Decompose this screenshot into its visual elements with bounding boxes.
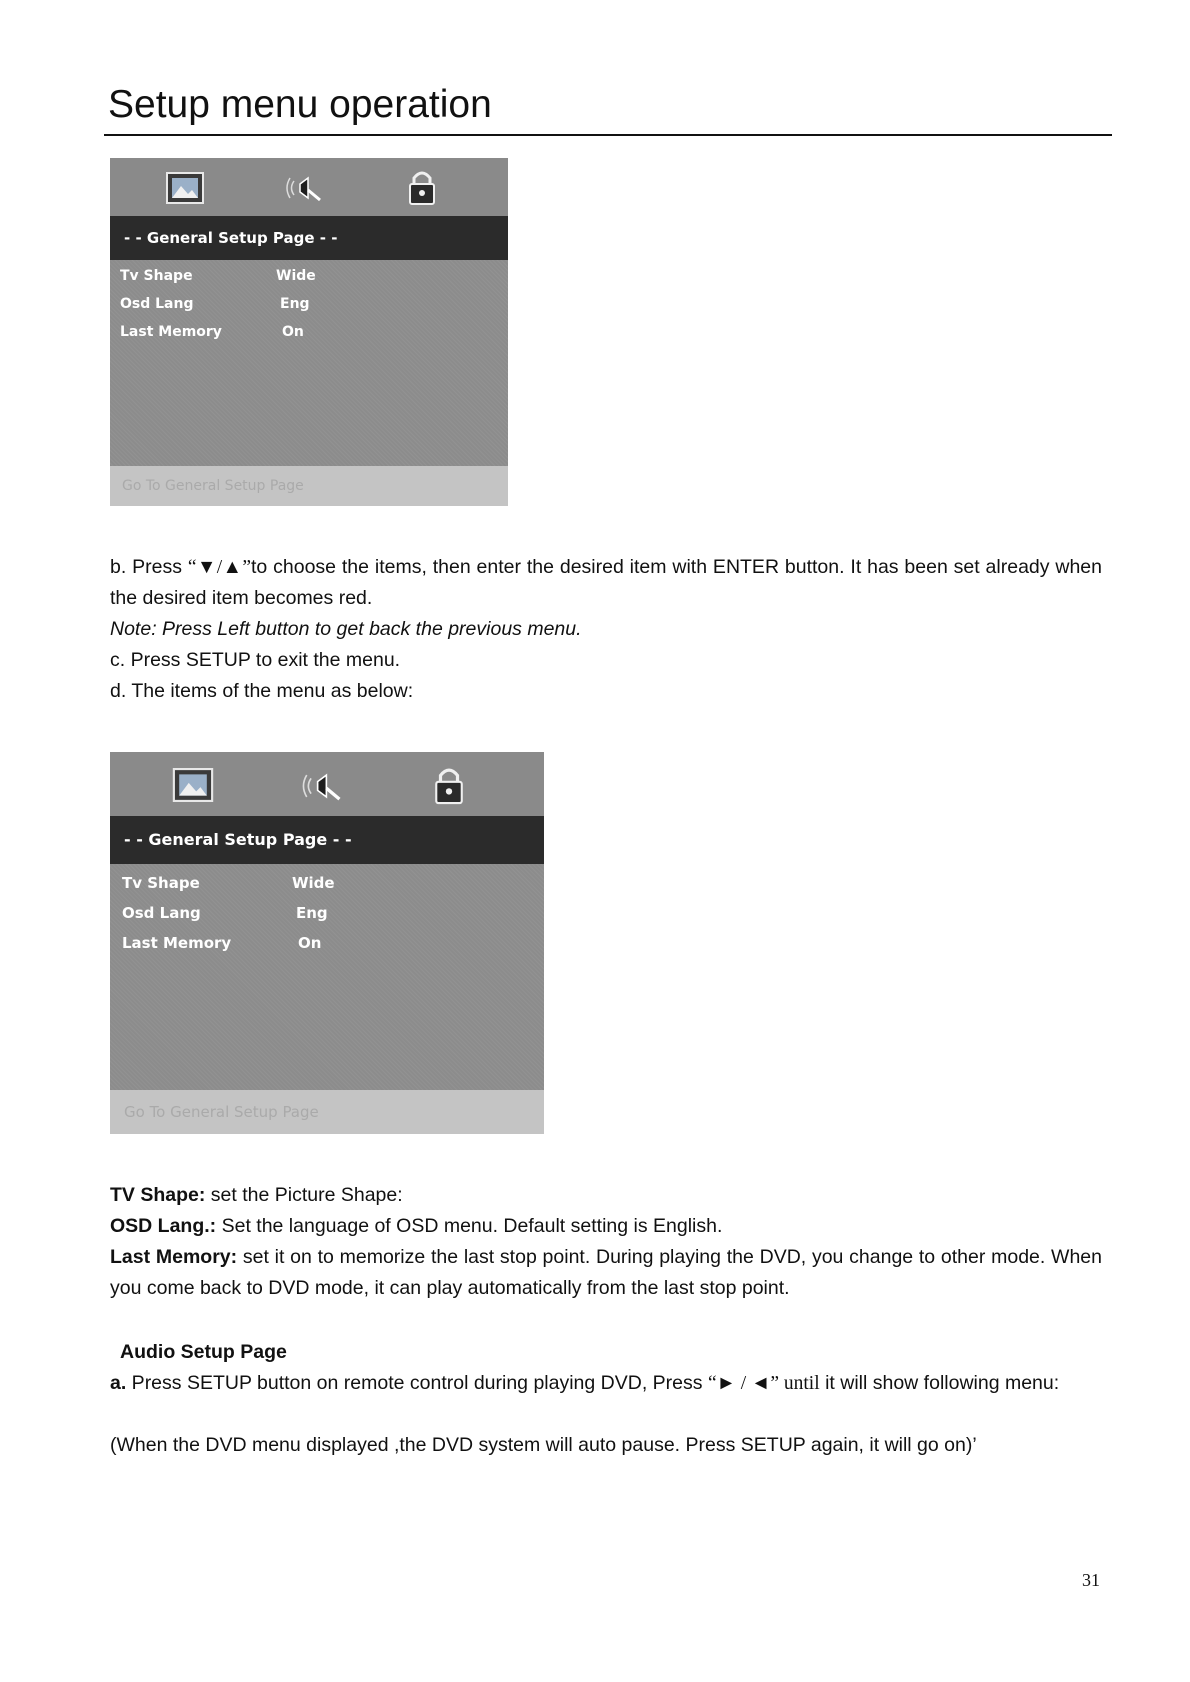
lock-icon — [432, 764, 466, 806]
note-left-button: Note: Press Left button to get back the previous menu. — [110, 618, 582, 640]
instruction-c: c. Press SETUP to exit the menu. — [110, 649, 401, 671]
definition-text: set it on to memorize the last stop point. During playing the DVD, you change to other mode. When you come back to DVD mode, it can play automatically from the last stop point. — [110, 1246, 1102, 1299]
osd-footer: Go To General Setup Page — [110, 466, 508, 506]
osd-row-label-tv-shape: Tv Shape — [122, 874, 200, 892]
osd-row-label-osd-lang: Osd Lang — [120, 296, 194, 312]
osd-row-value-last-memory: On — [298, 934, 322, 952]
picture-icon — [166, 172, 204, 204]
osd-row-label-tv-shape: Tv Shape — [120, 268, 193, 284]
instruction-a-label: a. — [110, 1372, 127, 1394]
osd-row-value-last-memory: On — [282, 324, 304, 340]
osd-footer: Go To General Setup Page — [110, 1090, 544, 1134]
section-heading-audio-setup: Audio Setup Page — [120, 1341, 287, 1363]
instruction-d: d. The items of the menu as below: — [110, 680, 414, 702]
instruction-b-text: to choose the items, then enter the desired item with ENTER button. It has been set already when the desired item becomes red. — [110, 556, 1102, 609]
instruction-a-text-2: it will show following menu: — [819, 1372, 1060, 1394]
osd-row-value-tv-shape: Wide — [292, 874, 335, 892]
definition-last-memory — [110, 1242, 1102, 1304]
page-number: 31 — [1082, 1570, 1100, 1590]
osd-row-value-osd-lang: Eng — [280, 296, 310, 312]
osd-row-label-last-memory: Last Memory — [122, 934, 232, 952]
osd-header: - - General Setup Page - - — [110, 216, 508, 260]
audio-speaker-icon — [282, 170, 326, 206]
osd-header: - - General Setup Page - - — [110, 816, 544, 864]
definition-term: OSD Lang.: — [110, 1215, 217, 1237]
instruction-b — [110, 552, 1102, 614]
instruction-a-text-1: Press SETUP button on remote control during playing DVD, Press — [126, 1372, 708, 1394]
arrow-symbols: “► / ◄” — [707, 1373, 780, 1394]
note-auto-pause: (When the DVD menu displayed ,the DVD system will auto pause. Press SETUP again, it will go on)’ — [110, 1434, 977, 1456]
osd-menu-screenshot-2 — [110, 752, 544, 1134]
definition-tv-shape — [110, 1180, 1102, 1211]
definition-text: set the Picture Shape: — [205, 1184, 403, 1206]
definition-term: TV Shape: — [110, 1184, 206, 1206]
instruction-b-prefix: b. Press — [110, 556, 188, 578]
definition-osd-lang — [110, 1211, 1102, 1242]
picture-icon — [172, 768, 214, 802]
audio-speaker-icon — [298, 766, 346, 806]
osd-menu-screenshot-1 — [110, 158, 508, 506]
osd-row-value-osd-lang: Eng — [296, 904, 328, 922]
osd-row-label-osd-lang: Osd Lang — [122, 904, 201, 922]
osd-icon-bar — [110, 158, 508, 216]
instruction-a — [110, 1368, 1102, 1399]
lock-icon — [406, 168, 438, 206]
definition-term: Last Memory: — [110, 1246, 238, 1268]
title-divider — [104, 134, 1112, 136]
osd-row-label-last-memory: Last Memory — [120, 324, 222, 340]
osd-row-value-tv-shape: Wide — [276, 268, 316, 284]
instruction-a-until: until — [779, 1373, 820, 1394]
page-title: Setup menu operation — [108, 83, 492, 126]
arrow-symbols: “▼/▲” — [187, 557, 251, 578]
osd-icon-bar — [110, 752, 544, 816]
definition-text: Set the language of OSD menu. Default setting is English. — [216, 1215, 723, 1237]
